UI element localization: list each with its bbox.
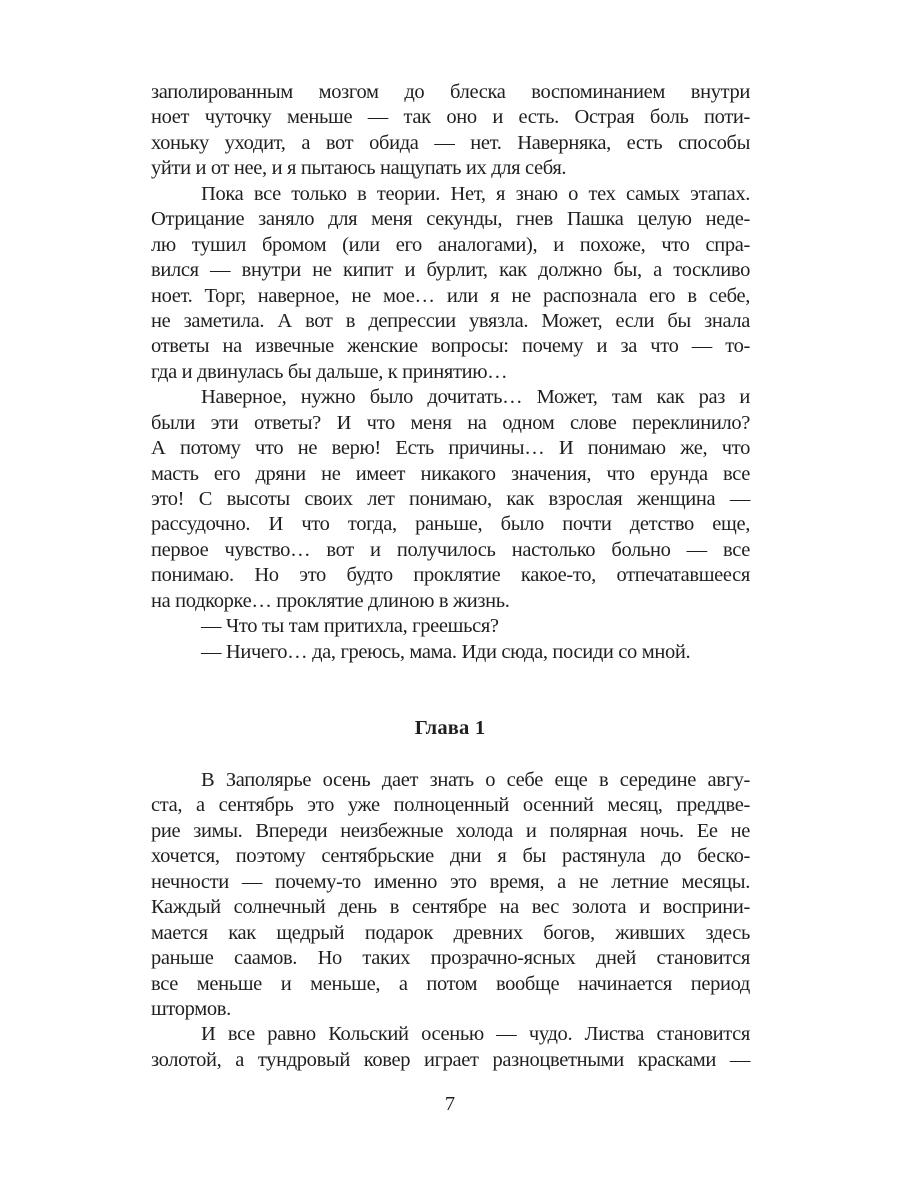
text-line: первое чувство… вот и получилось настолько больно — все (151, 538, 750, 561)
text-line: рассудочно. И что тогда, раньше, было почти детство еще, (151, 513, 750, 536)
paragraph (151, 182, 750, 386)
dialogue-line (151, 614, 750, 639)
paragraph (151, 768, 750, 1022)
text-line: мается как щедрый подарок древних богов, живших здесь (151, 921, 750, 944)
chapter-body (151, 768, 750, 1073)
text-line: — Ничего… да, греюсь, мама. Иди сюда, посиди со мной. (201, 640, 691, 663)
text-line: масть его дряни не имеет никакого значения, что ерунда все (151, 462, 750, 485)
text-line: золотой, а тундровый ковер играет разноцветными красками — (151, 1048, 750, 1071)
text-line: на подкорке… проклятие длиною в жизнь. (151, 589, 510, 612)
paragraph (151, 1022, 750, 1073)
text-line: ста, а сентябрь это уже полноценный осенний месяц, преддве- (151, 794, 750, 817)
text-line: штормов. (151, 997, 231, 1020)
text-line: вился — внутри не кипит и бурлит, как должно бы, а тоскливо (151, 259, 750, 282)
text-line: Отрицание заняло для меня секунды, гнев Пашка целую неде- (151, 208, 750, 231)
text-line: гда и двинулась бы дальше, к принятию… (151, 360, 508, 383)
text-line: — Что ты там притихла, греешься? (201, 615, 499, 638)
text-line: хочется, поэтому сентябрьские дни я бы растянула до беско- (151, 845, 750, 868)
text-line: В Заполярье осень дает знать о себе еще в середине авгу- (201, 769, 750, 791)
text-line: Наверное, нужно было дочитать… Может, там как раз и (201, 386, 750, 409)
text-line: хоньку уходит, а вот обида — нет. Наверняка, есть способы (151, 131, 750, 154)
text-line: не заметила. А вот в депрессии увязла. Может, если бы знала (151, 309, 750, 332)
text-line: ноет. Торг, наверное, не мое… или я не распознала его в себе, (151, 284, 750, 307)
text-line: раньше саамов. Но таких прозрачно-ясных дней становится (151, 947, 750, 970)
text-line: ответы на извечные женские вопросы: почему и за что — то- (151, 335, 750, 358)
page-number: 7 (444, 1093, 456, 1115)
page-text-top (151, 80, 750, 665)
paragraph (151, 80, 750, 182)
text-line: заполированным мозгом до блеска воспоминанием внутри (151, 81, 750, 103)
dialogue-line (151, 640, 750, 665)
chapter-heading: Глава 1 (414, 717, 486, 739)
text-line: нечности — почему-то именно это время, а не летние месяцы. (151, 870, 750, 893)
text-line: рие зимы. Впереди неизбежные холода и полярная ночь. Ее не (151, 819, 750, 842)
text-line: Пока все только в теории. Нет, я знаю о тех самых этапах. (201, 182, 750, 205)
paragraph (151, 385, 750, 614)
text-line: ноет чуточку меньше — так оно и есть. Острая боль поти- (151, 106, 750, 129)
text-line: уйти и от нее, и я пытаюсь нащупать их для себя. (151, 157, 567, 180)
text-line: Каждый солнечный день в сентябре на вес золота и восприни- (151, 896, 750, 919)
text-line: были эти ответы? И что меня на одном слове переклинило? (151, 411, 750, 434)
text-line: лю тушил бромом (или его аналогами), и похоже, что спра- (151, 233, 750, 256)
text-line: И все равно Кольский осенью — чудо. Листва становится (201, 1023, 750, 1046)
text-line: А потому что не верю! Есть причины… И понимаю же, что (151, 437, 750, 460)
text-line: понимаю. Но это будто проклятие какое-то, отпечатавшееся (151, 564, 750, 587)
text-line: это! С высоты своих лет понимаю, как взрослая женщина — (151, 488, 750, 510)
text-line: все меньше и меньше, а потом вообще начинается период (151, 972, 750, 995)
